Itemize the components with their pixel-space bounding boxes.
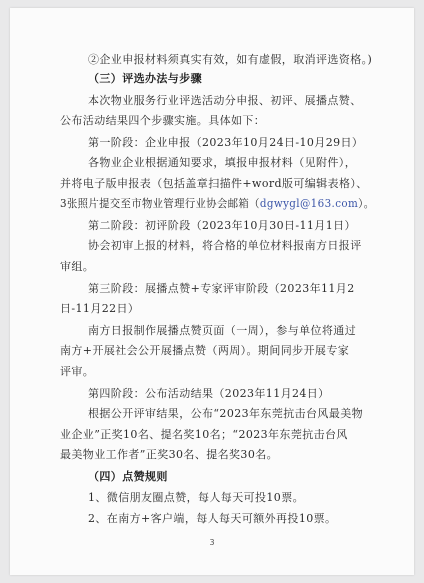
text-line: [88, 406, 363, 421]
section-heading: [88, 71, 202, 86]
text-line: [88, 135, 363, 150]
document-page: [10, 8, 414, 575]
text-line: [88, 93, 362, 108]
text-line-content: 评审。: [60, 365, 95, 378]
text-line-content: 3张照片提交至市物业管理行业协会邮箱（: [60, 197, 260, 210]
text-line: [88, 155, 356, 170]
text-line: [88, 490, 304, 505]
text-line: [60, 113, 265, 128]
text-line-content: 业企业”正奖10名、提名奖10名；“2023年东莞抗击台风: [60, 428, 348, 441]
text-line-content: 本次物业服务行业评选活动分申报、初评、展播点赞、: [88, 94, 362, 107]
text-line-content: ②企业申报材料须真实有效，如有虚假，取消评选资格。): [88, 53, 373, 66]
text-line-content: 第三阶段：展播点赞+专家评审阶段（2023年11月2: [88, 282, 355, 295]
text-line-content: 1、微信朋友圈点赞，每人每天可投10票。: [88, 491, 304, 504]
text-line-content: 最美物业工作者”正奖30名、提名奖30名。: [60, 448, 279, 461]
text-line: [88, 52, 372, 67]
text-line: [60, 447, 278, 462]
text-line-content: 根据公开评审结果，公布“2023年东莞抗击台风最美物: [88, 407, 364, 420]
text-line: [88, 218, 356, 233]
text-line: [60, 301, 139, 316]
text-line-content: 公布活动结果四个步骤实施。具体如下：: [60, 114, 266, 127]
text-line: [60, 176, 368, 191]
text-line: [88, 281, 355, 296]
section-heading: [88, 469, 168, 484]
text-line-content: 第二阶段：初评阶段（2023年10月30日-11月1日）: [88, 219, 356, 232]
text-line-content: 并将电子版申报表（包括盖章扫描件+word版可编辑表格）、: [60, 177, 368, 190]
text-line: [88, 386, 330, 401]
text-line-content: 日-11月22日）: [60, 302, 140, 315]
text-line: [88, 511, 336, 526]
text-line-content: 审组。: [60, 260, 95, 273]
text-line-tail: ）。: [358, 197, 375, 210]
text-line-content: （四）点赞规则: [88, 470, 168, 483]
text-line-content: 2、在南方+客户端，每人每天可额外再投10票。: [88, 512, 337, 525]
text-line: [60, 343, 349, 358]
text-line: [60, 364, 94, 379]
text-line-content: 第一阶段：企业申报（2023年10月24日-10月29日）: [88, 136, 364, 149]
text-line-content: 各物业企业根据通知要求，填报申报材料（见附件），: [88, 156, 357, 169]
page-number: 3: [209, 538, 215, 547]
text-line: [60, 196, 374, 211]
text-line: [88, 323, 356, 338]
text-line-content: 南方日报制作展播点赞页面（一周），参与单位将通过: [88, 324, 357, 337]
text-line-content: 南方+开展社会公开展播点赞（两周）。期间同步开展专家: [60, 344, 350, 357]
email-link[interactable]: dgwygl@163.com: [259, 197, 359, 210]
text-line-content: 第四阶段：公布活动结果（2023年11月24日）: [88, 387, 330, 400]
text-line-content: 协会初审上报的材料，将合格的单位材料报南方日报评: [88, 239, 362, 252]
text-line: [88, 238, 362, 253]
text-line-content: （三）评选办法与步骤: [88, 72, 202, 85]
text-line: [60, 259, 94, 274]
text-line: [60, 427, 348, 442]
